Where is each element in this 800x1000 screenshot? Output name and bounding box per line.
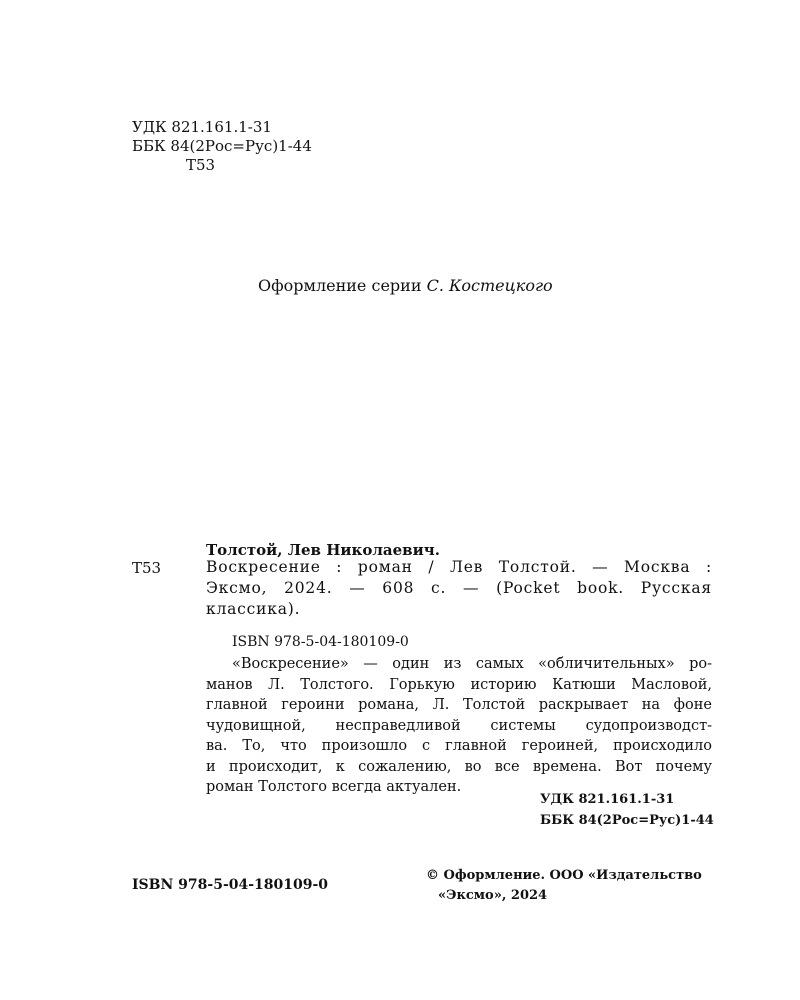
bottom-classification-block — [540, 789, 714, 831]
annotation-line: ва. То, что произошло с главной героиней, происходило — [206, 738, 712, 754]
annotation-line: роман Толстого всегда актуален. — [206, 779, 462, 795]
copyright-line: © Оформление. ООО «Издательство — [426, 868, 702, 883]
copyright-line: «Эксмо», 2024 — [438, 888, 548, 903]
annotation-line: чудовищной, несправедливой системы судопроизводст- — [206, 717, 712, 734]
footer-isbn: ISBN 978-5-04-180109-0 — [132, 877, 329, 893]
record-line: Воскресение : роман / Лев Толстой. — Москва : — [206, 558, 712, 576]
record-author-mark: Т53 — [132, 559, 162, 577]
record-author: Толстой, Лев Николаевич. — [206, 541, 440, 559]
record-line: классика). — [206, 600, 301, 618]
author-mark: Т53 — [186, 156, 216, 174]
bibliographic-record — [206, 557, 712, 620]
series-design-label: Оформление серии — [258, 276, 422, 295]
annotation — [206, 654, 712, 798]
bbk-code: ББК 84(2Рос=Рус)1-44 — [132, 137, 312, 155]
record-line: Эксмо, 2024. — 608 с. — (Pocket book. Русская — [206, 579, 712, 597]
copyright-notice — [426, 866, 702, 906]
top-classification-block — [132, 118, 312, 175]
bottom-bbk-code: ББК 84(2Рос=Рус)1-44 — [540, 813, 714, 828]
series-designer-name: С. Костецкого — [426, 276, 553, 295]
series-design-credit — [258, 276, 553, 295]
annotation-line: главной героини романа, Л. Толстой раскрывает на фоне — [206, 697, 712, 713]
annotation-line: и происходит, к сожалению, во все времена. Вот почему — [206, 758, 712, 775]
udk-code: УДК 821.161.1-31 — [132, 118, 272, 136]
record-isbn: ISBN 978-5-04-180109-0 — [232, 634, 409, 650]
annotation-line: манов Л. Толстого. Горькую историю Катюши Масловой, — [206, 676, 712, 693]
annotation-line: «Воскресение» — один из самых «обличительных» ро- — [232, 656, 712, 672]
bottom-udk-code: УДК 821.161.1-31 — [540, 792, 675, 807]
